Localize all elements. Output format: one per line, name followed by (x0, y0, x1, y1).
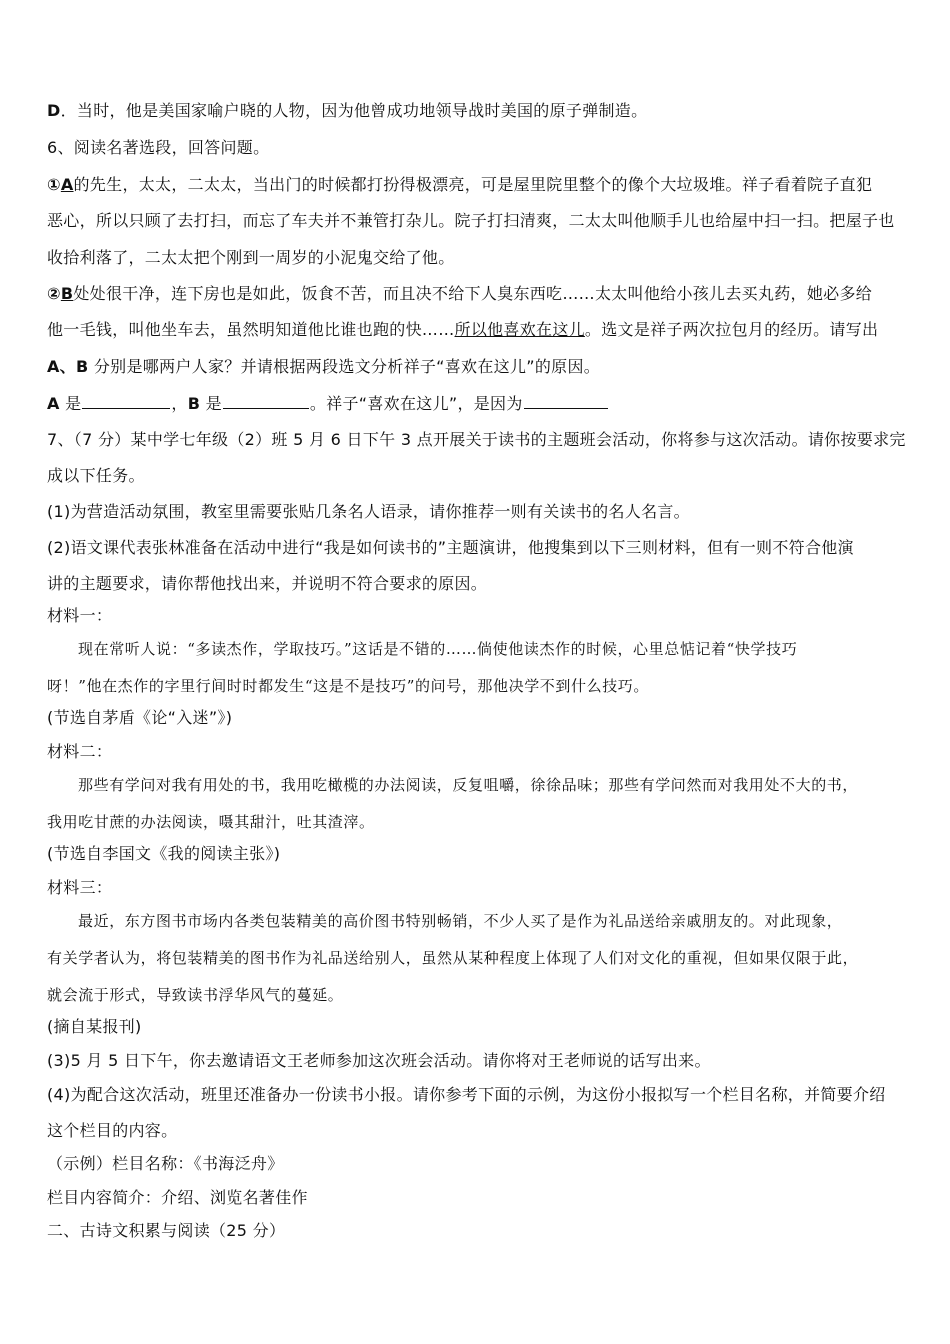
marker-2: ② (47, 284, 61, 303)
q7-task-1: (1)为营造活动氛围，教室里需要张贴几条名人语录，请你推荐一则有关读书的名人名言。 (47, 502, 690, 521)
q6-passage-1-line3: 收拾利落了，二太太把个刚到一周岁的小泥鬼交给了他。 (47, 248, 455, 267)
q7-task-4: (4)为配合这次活动，班里还准备办一份读书小报。请你参考下面的示例，为这份小报拟写一个栏目名称，并简要介绍 (47, 1085, 886, 1104)
material-1-line1: 现在常听人说：“多读杰作，学取技巧。”这话是不错的……倘使他读杰作的时候，心里总惦记着“快学技巧 (78, 640, 798, 658)
q7-task-2: (2)语文课代表张林准备在活动中进行“我是如何读书的”主题演讲，他搜集到以下三则材料，但有一则不符合他演 (47, 538, 854, 557)
material-1-title: 材料一： (47, 606, 113, 625)
section-2-heading: 二、古诗文积累与阅读（25 分） (47, 1221, 286, 1240)
p1-text1: 的先生，太太，二太太，当出门的时候都打扮得极漂亮，可是屋里院里整个的像个大垃圾堆。祥子看着院子直犯 (73, 175, 873, 194)
letter-b: B (60, 284, 74, 303)
answer-a-text: 是 (59, 394, 82, 413)
q7-task-3: (3)5 月 5 日下午，你去邀请语文王老师参加这次班会活动。请你将对王老师说的话写出来。 (47, 1051, 711, 1070)
answer-b-blank[interactable] (223, 393, 309, 409)
ask-text: 分别是哪两户人家？并请根据两段选文分析祥子“喜欢在这儿”的原因。 (88, 357, 601, 376)
p2-underlined: 所以他喜欢在这儿 (454, 320, 585, 339)
material-1-line2: 呀！”他在杰作的字里行间时时都发生“这是不是技巧”的问号，那他决学不到什么技巧。 (47, 677, 650, 695)
answer-b-text: 是 (200, 394, 222, 413)
q7-stem: 7、（7 分）某中学七年级（2）班 5 月 6 日下午 3 点开展关于读书的主题班会活动，你将参与这次活动。请你按要求完 (47, 430, 906, 449)
material-3-line1: 最近，东方图书市场内各类包装精美的高价图书特别畅销，不少人买了是作为礼品送给亲戚朋友的。对此现象， (78, 912, 843, 930)
p2-text1: 处处很干净，连下房也是如此，饭食不苦，而且决不给下人臭东西吃……太太叫他给小孩儿去买丸药，她必多给 (73, 284, 873, 303)
q6-passage-2-line2 (47, 320, 878, 340)
ask-letters: A、B (47, 357, 89, 376)
material-1-source: (节选自茅盾《论“入迷”》) (47, 708, 233, 727)
material-2-line2: 我用吃甘蔗的办法阅读，嗫其甜汁，吐其渣滓。 (47, 813, 375, 831)
material-3-source: (摘自某报刊) (47, 1017, 142, 1036)
option-d-text: ．当时，他是美国家喻户晓的人物，因为他曾成功地领导战时美国的原子弹制造。 (60, 101, 648, 120)
material-3-title: 材料三： (47, 878, 113, 897)
q7-task-4-line2: 这个栏目的内容。 (47, 1121, 178, 1140)
answer-c-text: 。祥子“喜欢在这儿”，是因为 (309, 394, 523, 413)
p2-text2a: 他一毛钱，叫他坐车去，虽然明知道他比谁也跑的快…… (47, 320, 455, 339)
option-d-label: D (47, 101, 61, 120)
letter-a: A (60, 175, 74, 194)
example-column-intro: 栏目内容简介：介绍、浏览名著佳作 (47, 1188, 308, 1207)
option-d (47, 101, 647, 121)
answer-c-blank[interactable] (524, 393, 608, 409)
answer-b-label: B (187, 394, 201, 413)
q6-passage-1 (47, 175, 872, 195)
q6-stem: 6、阅读名著选段，回答问题。 (47, 138, 270, 157)
q7-stem-line2: 成以下任务。 (47, 466, 145, 485)
marker-1: ① (47, 175, 61, 194)
material-2-line1: 那些有学问对我有用处的书，我用吃橄榄的办法阅读，反复咀嚼，徐徐品味；那些有学问然而对我用处不大的书， (78, 776, 859, 794)
answer-a-blank[interactable] (82, 393, 170, 409)
material-3-line3: 就会流于形式，导致读书浮华风气的蔓延。 (47, 986, 344, 1004)
material-3-line2: 有关学者认为，将包装精美的图书作为礼品送给别人，虽然从某种程度上体现了人们对文化的重视，但如果仅限于此， (47, 949, 859, 967)
q6-ask (47, 357, 600, 377)
q6-passage-1-line2: 恶心，所以只顾了去打扫，而忘了车夫并不兼管打杂儿。院子打扫清爽，二太太叫他顺手儿也给屋中扫一扫。把屋子也 (47, 211, 895, 230)
example-column-name: （示例）栏目名称：《书海泛舟》 (47, 1154, 284, 1173)
q6-passage-2 (47, 284, 872, 304)
answer-a-label: A (47, 394, 60, 413)
material-2-source: (节选自李国文《我的阅读主张》) (47, 844, 281, 863)
q7-task-2-line2: 讲的主题要求，请你帮他找出来，并说明不符合要求的原因。 (47, 574, 488, 593)
q6-answer-line (47, 393, 609, 414)
p2-text2c: 。选文是祥子两次拉包月的经历。请写出 (584, 320, 879, 339)
answer-b-sep: ， (171, 394, 188, 413)
material-2-title: 材料二： (47, 742, 113, 761)
